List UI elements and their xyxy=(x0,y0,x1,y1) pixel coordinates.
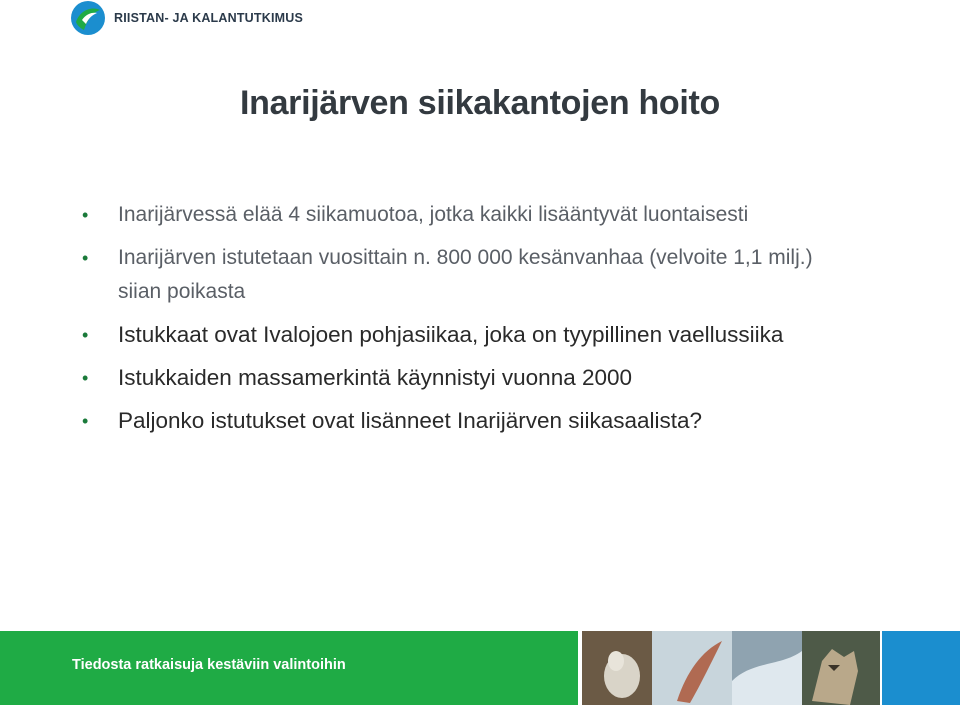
logo-text: RIISTAN- JA KALANTUTKIMUS xyxy=(114,11,304,25)
bullet-item xyxy=(82,241,842,309)
footer-banner xyxy=(0,631,960,705)
nature-photo-icon xyxy=(582,631,880,705)
bullet-icon: • xyxy=(82,368,89,388)
bullet-icon: • xyxy=(82,411,89,431)
footer-slogan: Tiedosta ratkaisuja kestäviin valintoihin xyxy=(72,657,346,673)
logo-icon xyxy=(70,0,106,36)
bullet-icon: • xyxy=(82,248,89,268)
bullet-text: Istukkaiden massamerkintä käynnistyi vuonna 2000 xyxy=(118,365,633,390)
footer-photo-strip xyxy=(582,631,880,705)
bullet-item xyxy=(82,318,842,352)
footer-blue-band xyxy=(882,631,960,705)
bullet-text: Istukkaat ovat Ivalojoen pohjasiikaa, joka on tyypillinen vaellussiika xyxy=(118,322,784,347)
bullet-list xyxy=(82,198,842,447)
bullet-text: Paljonko istutukset ovat lisänneet Inarijärven siikasaalista? xyxy=(118,408,703,433)
bullet-text: Inarijärven istutetaan vuosittain n. 800 000 kesänvanhaa (velvoite 1,1 milj.) siian poikasta xyxy=(118,246,813,303)
logo xyxy=(70,0,303,36)
bullet-icon: • xyxy=(82,205,89,225)
footer-green-band xyxy=(0,631,578,705)
bullet-icon: • xyxy=(82,325,89,345)
bullet-item xyxy=(82,198,842,232)
slide-title: Inarijärven siikakantojen hoito xyxy=(239,84,721,122)
bullet-item xyxy=(82,404,842,438)
bullet-item xyxy=(82,361,842,395)
bullet-text: Inarijärvessä elää 4 siikamuotoa, jotka kaikki lisääntyvät luontaisesti xyxy=(118,203,749,226)
